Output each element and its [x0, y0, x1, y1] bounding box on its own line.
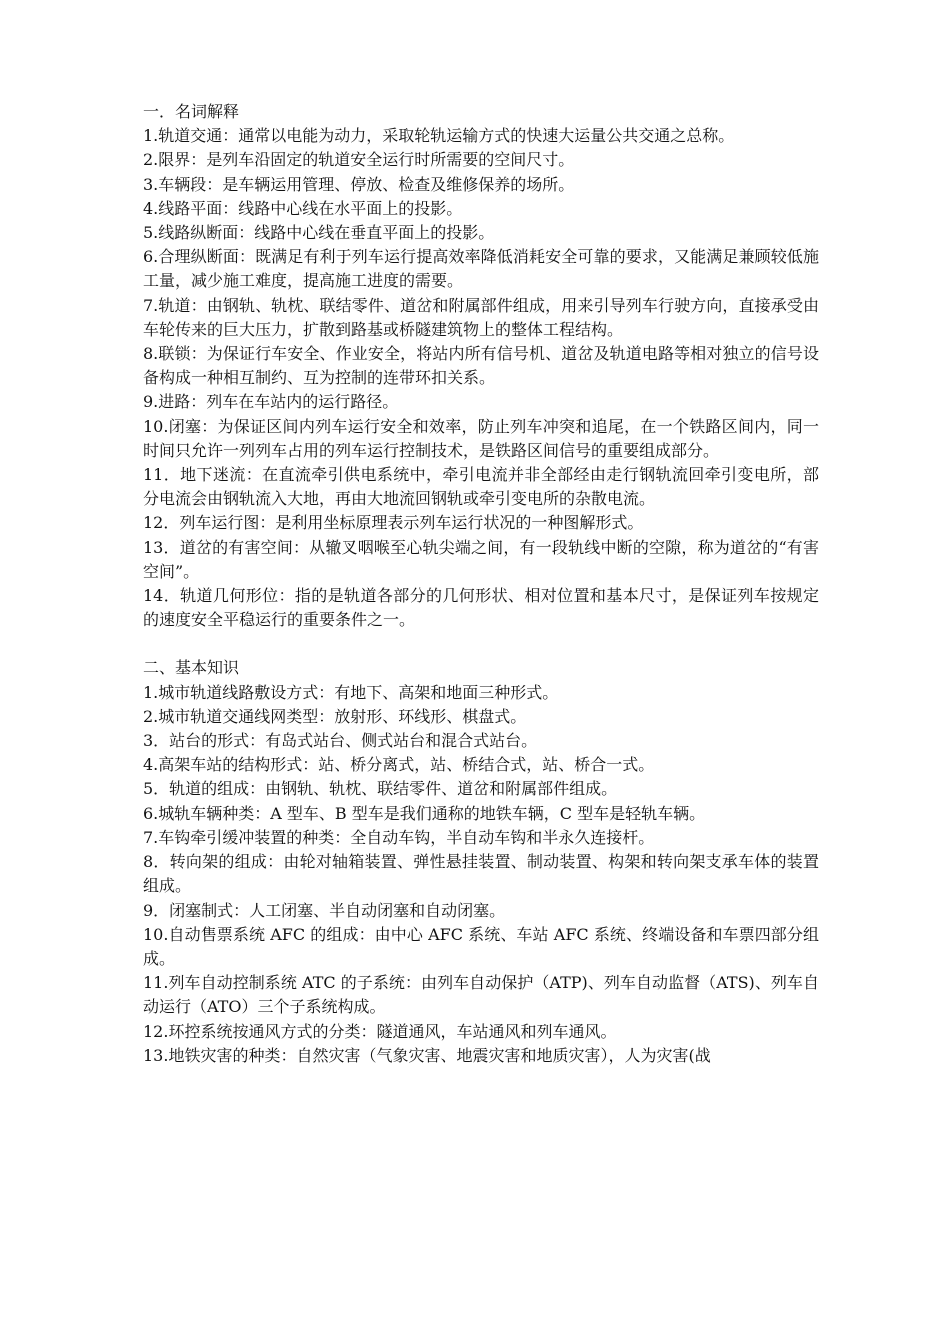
knowledge-item: 5．轨道的组成：由钢轨、轨枕、联结零件、道岔和附属部件组成。 — [143, 779, 618, 799]
section-title-basics: 二、基本知识 — [143, 658, 240, 678]
definition-item: 12．列车运行图：是利用坐标原理表示列车运行状况的一种图解形式。 — [143, 513, 644, 533]
definition-item: 2.限界：是列车沿固定的轨道安全运行时所需要的空间尺寸。 — [143, 150, 575, 170]
definition-item: 7.轨道：由钢轨、轨枕、联结零件、道岔和附属部件组成，用来引导列车行驶方向，直接承受由车轮传来的巨大压力，扩散到路基或桥隧建筑物上的整体工程结构。 — [143, 295, 819, 339]
definition-item: 5.线路纵断面：线路中心线在垂直平面上的投影。 — [143, 223, 495, 243]
knowledge-item: 9．闭塞制式：人工闭塞、半自动闭塞和自动闭塞。 — [143, 900, 506, 920]
document-page — [143, 100, 819, 1068]
definition-item: 3.车辆段：是车辆运用管理、停放、检查及维修保养的场所。 — [143, 174, 575, 194]
knowledge-item: 12.环控系统按通风方式的分类：隧道通风，车站通风和列车通风。 — [143, 1021, 617, 1041]
knowledge-item: 8．转向架的组成：由轮对轴箱装置、弹性悬挂装置、制动装置、构架和转向架支承车体的装置组成。 — [143, 852, 819, 896]
section-title-definitions: 一．名词解释 — [143, 102, 240, 121]
knowledge-item: 1.城市轨道线路敷设方式：有地下、高架和地面三种形式。 — [143, 682, 559, 702]
definition-item: 8.联锁：为保证行车安全、作业安全，将站内所有信号机、道岔及轨道电路等相对独立的信号设备构成一种相互制约、互为控制的连带环扣关系。 — [143, 344, 819, 388]
definition-item: 13．道岔的有害空间：从辙叉咽喉至心轨尖端之间，有一段轨线中断的空隙，称为道岔的“有害空间”。 — [143, 537, 819, 581]
definition-item: 6.合理纵断面：既满足有利于列车运行提高效率降低消耗安全可靠的要求，又能满足兼顾较低施工量，减少施工难度，提高施工进度的需要。 — [143, 247, 819, 291]
knowledge-item: 2.城市轨道交通线网类型：放射形、环线形、棋盘式。 — [143, 706, 527, 726]
knowledge-item: 13.地铁灾害的种类：自然灾害（气象灾害、地震灾害和地质灾害），人为灾害(战 — [143, 1045, 711, 1065]
definition-item: 9.进路：列车在车站内的运行路径。 — [143, 392, 399, 412]
knowledge-item: 3．站台的形式：有岛式站台、侧式站台和混合式站台。 — [143, 731, 538, 751]
definition-item: 10.闭塞：为保证区间内列车运行安全和效率，防止列车冲突和追尾，在一个铁路区间内，同一时间只允许一列列车占用的列车运行控制技术，是铁路区间信号的重要组成部分。 — [143, 416, 819, 460]
knowledge-item: 10.自动售票系统 AFC 的组成：由中心 AFC 系统、车站 AFC 系统、终端设备和车票四部分组成。 — [143, 924, 819, 968]
definition-item: 14．轨道几何形位：指的是轨道各部分的几何形状、相对位置和基本尺寸，是保证列车按规定的速度安全平稳运行的重要条件之一。 — [143, 586, 819, 630]
section-spacer — [143, 632, 819, 656]
definition-item: 1.轨道交通：通常以电能为动力，采取轮轨运输方式的快速大运量公共交通之总称。 — [143, 126, 735, 146]
knowledge-item: 4.高架车站的结构形式：站、桥分离式，站、桥结合式，站、桥合一式。 — [143, 755, 655, 775]
knowledge-item: 6.城轨车辆种类：A 型车、B 型车是我们通称的地铁车辆，C 型车是轻轨车辆。 — [143, 803, 706, 823]
knowledge-item: 11.列车自动控制系统 ATC 的子系统：由列车自动保护（ATP)、列车自动监督（ATS)、列车自动运行（ATO）三个子系统构成。 — [143, 973, 819, 1017]
definition-item: 11．地下迷流：在直流牵引供电系统中，牵引电流并非全部经由走行钢轨流回牵引变电所，部分电流会由钢轨流入大地，再由大地流回钢轨或牵引变电所的杂散电流。 — [143, 465, 819, 509]
knowledge-item: 7.车钩牵引缓冲装置的种类：全自动车钩，半自动车钩和半永久连接杆。 — [143, 827, 655, 847]
definition-item: 4.线路平面：线路中心线在水平面上的投影。 — [143, 198, 463, 218]
